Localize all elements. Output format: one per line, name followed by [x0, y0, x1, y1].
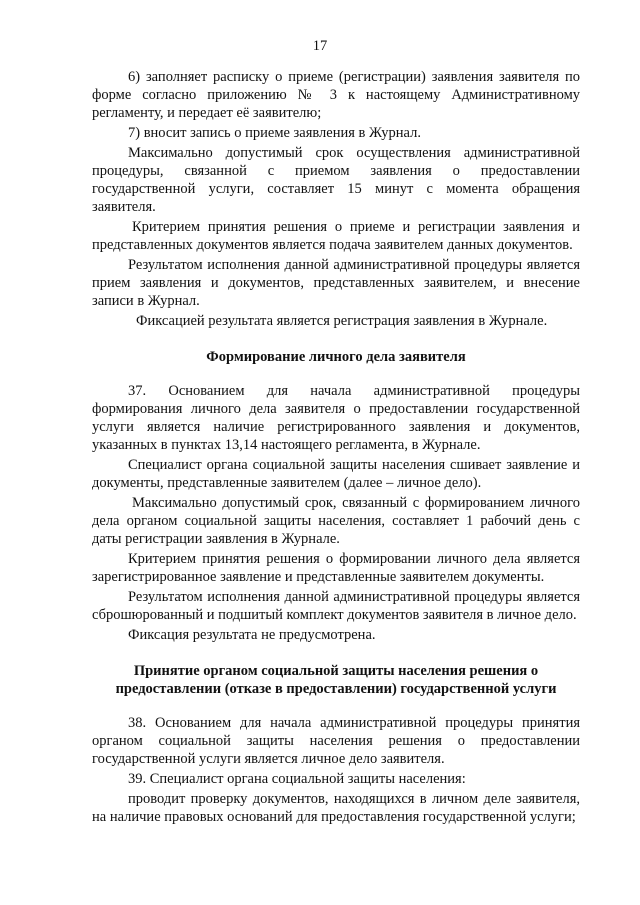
paragraph: 6) заполняет расписку о приеме (регистрации) заявления заявителя по форме согласно приложению № 3 к настоящему Административному регламенту, и передает её заявителю; [92, 69, 580, 121]
section-heading: Принятие органом социальной защиты населения решения о предоставлении (отказе в предоставлении) государственной услуги [115, 663, 557, 697]
paragraph: Максимально допустимый срок осуществления административной процедуры, связанной с приемом заявления о предоставлении государственной услуги, составляет 15 минут с момента обращения заявителя. [92, 145, 580, 215]
paragraph: 37. Основанием для начала административной процедуры формирования личного дела заявителя о предоставлении государственной услуги является наличие регистрированного заявления и документов, указанных в пунктах 13,14 настоящего регламента, в Журнале. [92, 383, 580, 453]
section-heading: Формирование личного дела заявителя [206, 349, 466, 365]
paragraph: Максимально допустимый срок, связанный с формированием личного дела органом социальной защиты населения, составляет 1 рабочий день с даты регистрации заявления в Журнале. [92, 495, 580, 547]
paragraph: Результатом исполнения данной административной процедуры является прием заявления и документов, представленных заявителем, и внесение записи в Журнал. [92, 257, 580, 309]
spacer [92, 332, 580, 348]
paragraph: 38. Основанием для начала административной процедуры принятия органом социальной защиты населения решения о предоставлении государственной услуги является личное дело заявителя. [92, 715, 580, 767]
paragraph: 7) вносит запись о приеме заявления в Журнал. [128, 125, 421, 141]
paragraph: Фиксацией результата является регистрация заявления в Журнале. [136, 313, 548, 329]
page-number: 17 [312, 38, 328, 54]
paragraph: Специалист органа социальной защиты населения сшивает заявление и документы, представленные заявителем (далее – личное дело). [92, 457, 580, 491]
paragraph: проводит проверку документов, находящихся в личном деле заявителя, на наличие правовых оснований для предоставления государственной услуги; [92, 791, 580, 825]
spacer [92, 366, 580, 382]
paragraph: Критерием принятия решения о формировании личного дела является зарегистрированное заявление и представленные заявителем документы. [92, 551, 580, 585]
paragraph: 39. Специалист органа социальной защиты населения: [128, 771, 466, 787]
document-body [92, 68, 580, 828]
spacer [92, 698, 580, 714]
paragraph: Критерием принятия решения о приеме и регистрации заявления и представленных документов является подача заявителем данных документов. [92, 219, 580, 253]
spacer [92, 646, 580, 662]
paragraph: Результатом исполнения данной административной процедуры является сброшюрованный и подшитый комплект документов заявителя в личное дело. [92, 589, 580, 623]
paragraph: Фиксация результата не предусмотрена. [128, 627, 376, 643]
